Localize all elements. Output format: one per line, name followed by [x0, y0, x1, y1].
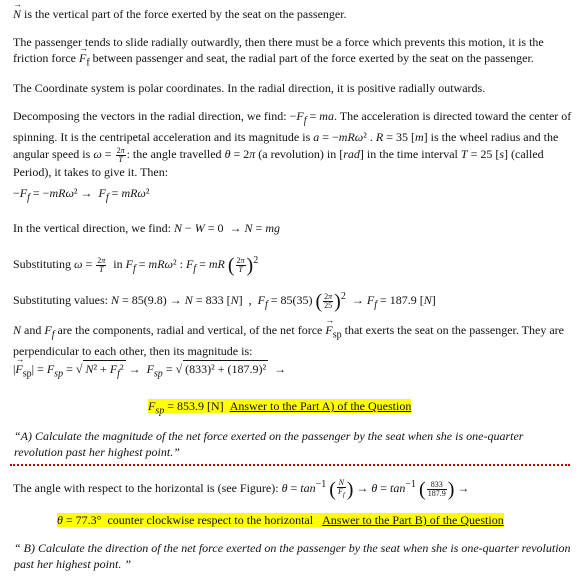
equation-substitution: Substituting ω = $\frac{2\pi}{T}$ in $F_f = mR\omega^2$ : $F_f$ = mR ( $\frac{2\pi}{T}$ )$^2$ — [13, 254, 259, 277]
answer-part-a: $F_{sp} = 853.9$ [N] Answer to the Part A) of the Question — [148, 399, 412, 417]
paragraph-friction: The passenger tends to slide radially outwardly, then there must be a force which prevents this motion, it is the friction force → $F_f$ between passenger and seat, the radial part of the force exerted by the seat on the passenger. — [13, 34, 572, 71]
equation-angle: The angle with respect to the horizontal is (see Figure): $\theta = \tan^{-1}$ ( $\frac{N}{F_f}$ ) → $\theta = \tan^{-1}$ ( $\frac{833}{187.9}$ ) → — [13, 477, 470, 501]
paragraph-vertical: In the vertical direction, we find: N − W = 0 → N = mg — [13, 221, 280, 235]
paragraph-decomposition: Decomposing the vectors in the radial direction, we find: $-F_f$ = ma. The acceleration is directed toward the center of spinning. It is the centripetal acceleration and its magnitude is a = −mRω² . R = 35 [m] is the wheel radius and the angular speed is ω = $\frac{2\pi}{T}$ : the angle travelled θ = 2π (a revolution) in [rad] in the time interval T = 25 [s] (called Period), it takes to give it. Then: — [13, 109, 572, 180]
paragraph-components: N and $F_f$ are the components, radial and vertical, of the net force → $F_{sp}$ that exerts the seat on the passenger. They are perpendicular to each other, then its magnitude is: — [13, 322, 572, 359]
quote-part-b: “ B) Calculate the direction of the net force exerted on the passenger by the seat when she is one-quarter revolution past her highest point. ” — [14, 541, 571, 571]
equation-magnitude: |→ $F_{sp}| = F_{sp}$ = √ $N^2 + F_f^2 \to F_{sp}$ = √ (833)² + (187.9)² → — [13, 360, 572, 382]
quote-part-a: “A) Calculate the magnitude of the net force exerted on the passenger by the seat when she is one-quarter revolution past her highest point.” — [14, 429, 524, 459]
answer-part-b: θ = 77.3° counter clockwise respect to the horizontal Answer to the Part B) of the Question — [57, 513, 504, 527]
paragraph-normal-force: → N is the vertical part of the force exerted by the seat on the passenger. — [13, 6, 572, 22]
paragraph-coordinates: The Coordinate system is polar coordinates. In the radial direction, it is positive radially outwards. — [13, 81, 486, 95]
dotted-separator — [10, 464, 570, 466]
equation-values: Substituting values: N = 85(9.8) → N = 833 [N] , $F_f = 85(35)$ ( $\frac{2\pi}{25}$ )$^2 \to F_f = 187.9$ [N] — [13, 290, 436, 313]
equation-friction: $-F_f = -mR\omega^2 \to F_f = mR\omega^2$ — [13, 186, 150, 204]
